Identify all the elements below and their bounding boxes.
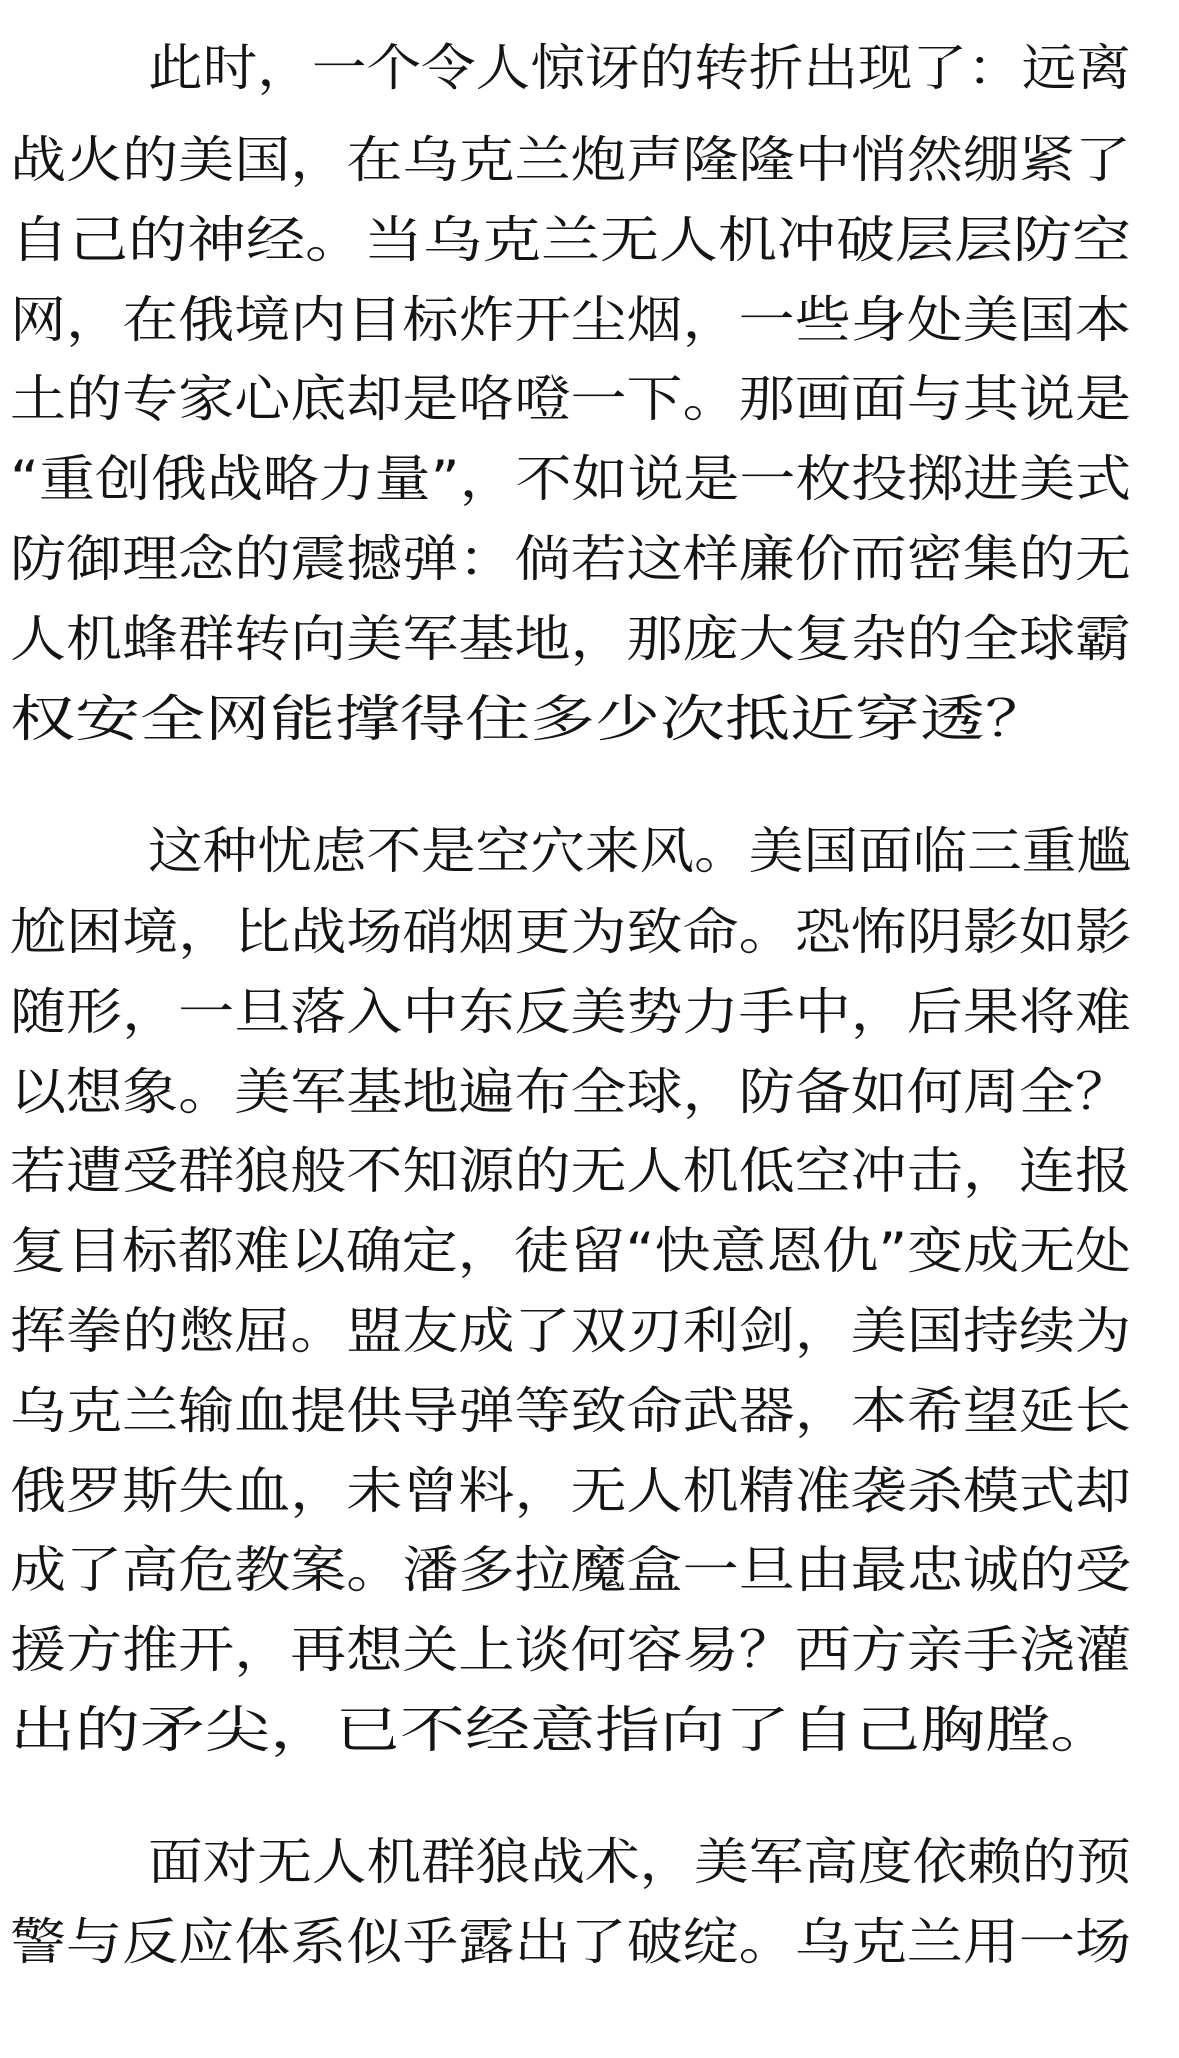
text-line <box>0 598 1179 680</box>
text-line <box>0 119 1179 201</box>
line-text: 援方推开，再想关上谈何容易？西方亲手浇灌 <box>10 1621 1131 1679</box>
text-line <box>0 971 1179 1053</box>
line-text: 防御理念的震撼弹：倘若这样廉价而密集的无 <box>10 530 1131 588</box>
text-line <box>0 27 1179 109</box>
text-line <box>0 438 1179 520</box>
line-text: 成了高危教案。潘多拉魔盒一旦由最忠诚的受 <box>10 1541 1131 1599</box>
text-line <box>0 1529 1179 1611</box>
text-line <box>0 1210 1179 1292</box>
text-line <box>0 1370 1179 1452</box>
text-line <box>0 1130 1179 1212</box>
text-line <box>0 518 1179 600</box>
text-line <box>0 358 1179 440</box>
line-text: 复目标都难以确定，徒留“快意恩仇”变成无处 <box>10 1222 1132 1280</box>
text-line <box>0 1051 1179 1133</box>
line-text: 出的矛尖，已不经意指向了自己胸膛。 <box>10 1701 1115 1759</box>
text-line <box>0 678 1179 760</box>
line-text: 网，在俄境内目标炸开尘烟，一些身处美国本 <box>10 291 1131 349</box>
line-text: 土的专家心底却是咯噔一下。那画面与其说是 <box>10 370 1131 428</box>
line-text: 若遭受群狼般不知源的无人机低空冲击，连报 <box>10 1142 1131 1200</box>
line-text: 人机蜂群转向美军基地，那庞大复杂的全球霸 <box>10 610 1131 668</box>
line-text: 战火的美国，在乌克兰炮声隆隆中悄然绷紧了 <box>10 131 1131 189</box>
text-line <box>0 1901 1179 1983</box>
line-text: 乌克兰输血提供导弹等致命武器，本希望延长 <box>10 1382 1131 1440</box>
line-text: 警与反应体系似乎露出了破绽。乌克兰用一场 <box>10 1913 1131 1971</box>
text-line <box>0 1821 1179 1903</box>
text-line <box>0 1450 1179 1532</box>
text-line <box>0 279 1179 361</box>
line-text: 随形，一旦落入中东反美势力手中，后果将难 <box>10 983 1131 1041</box>
line-text: 这种忧虑不是空穴来风。美国面临三重尴 <box>148 822 1131 880</box>
line-text: 自己的神经。当乌克兰无人机冲破层层防空 <box>10 211 1131 269</box>
text-line <box>0 1609 1179 1691</box>
text-line <box>0 1290 1179 1372</box>
text-line <box>0 891 1179 973</box>
line-text: 面对无人机群狼战术，美军高度依赖的预 <box>148 1833 1131 1891</box>
line-text: 挥拳的憋屈。盟友成了双刃利剑，美国持续为 <box>10 1302 1131 1360</box>
line-text: “重创俄战略力量”，不如说是一枚投掷进美式 <box>10 450 1132 508</box>
text-line <box>0 810 1179 892</box>
line-text: 以想象。美军基地遍布全球，防备如何周全？ <box>10 1063 1131 1121</box>
line-text: 权安全网能撑得住多少次抵近穿透？ <box>10 690 1050 748</box>
line-text: 俄罗斯失血，未曾料，无人机精准袭杀模式却 <box>10 1462 1131 1520</box>
text-line <box>0 199 1179 281</box>
line-text: 尬困境，比战场硝烟更为致命。恐怖阴影如影 <box>10 903 1131 961</box>
text-line <box>0 1689 1179 1771</box>
line-text: 此时，一个令人惊讶的转折出现了：远离 <box>148 39 1131 97</box>
